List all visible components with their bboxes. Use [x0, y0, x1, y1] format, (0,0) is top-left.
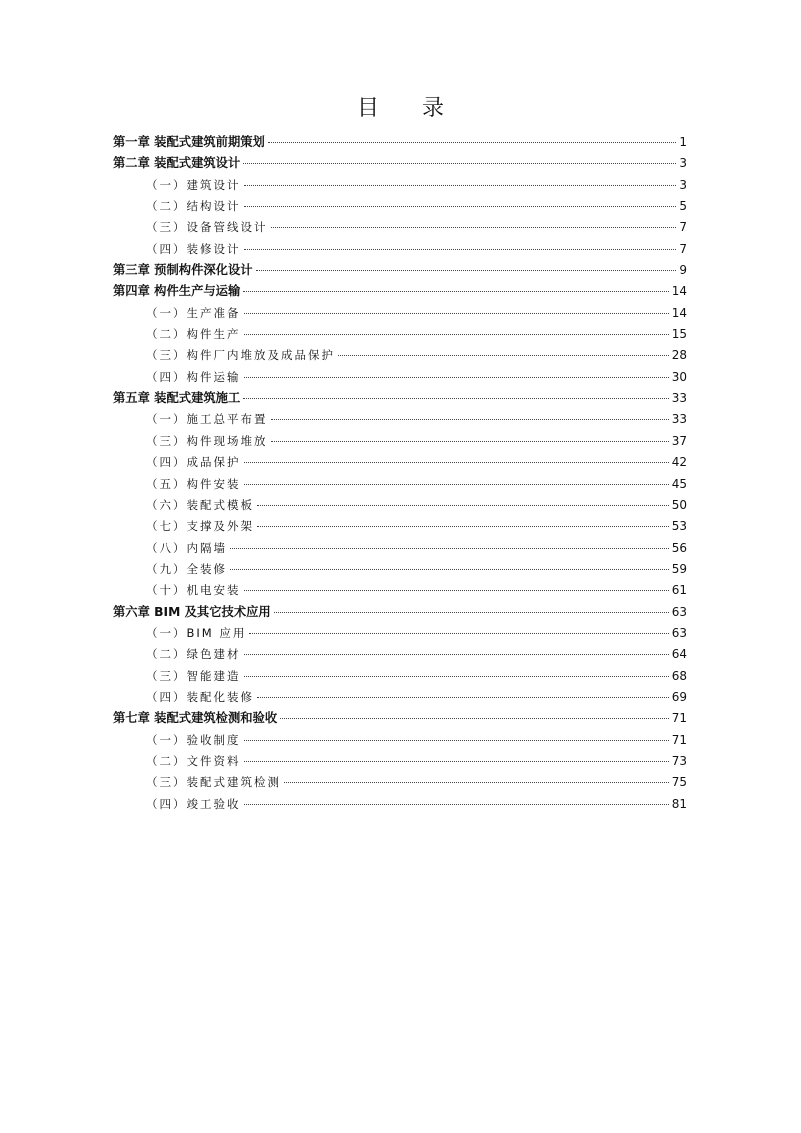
dot-leader [257, 505, 669, 506]
toc-entry-label: 第七章 装配式建筑检测和验收 [113, 711, 278, 726]
toc-entry-label: 第六章 BIM 及其它技术应用 [113, 604, 271, 619]
dot-leader [243, 291, 668, 292]
toc-section-entry[interactable] [113, 559, 687, 580]
toc-entry-label: （四）装配化装修 [146, 689, 254, 704]
toc-section-entry[interactable] [113, 516, 687, 537]
toc-page-number: 33 [671, 412, 687, 427]
toc-chapter-entry[interactable] [113, 602, 687, 623]
toc-page-number: 42 [671, 455, 687, 470]
dot-leader [268, 142, 677, 143]
toc-entry-label: （一）验收制度 [146, 732, 241, 747]
toc-entry-label: 第五章 装配式建筑施工 [113, 391, 241, 406]
dot-leader [256, 270, 677, 271]
dot-leader [338, 355, 669, 356]
toc-section-entry[interactable] [113, 474, 687, 495]
dot-leader [271, 227, 677, 228]
dot-leader [244, 590, 669, 591]
toc-page-number: 50 [671, 497, 687, 512]
toc-chapter-entry[interactable] [113, 281, 687, 302]
toc-section-entry[interactable] [113, 794, 687, 815]
dot-leader [271, 419, 669, 420]
toc-page-number: 3 [679, 156, 687, 171]
dot-leader [257, 697, 669, 698]
toc-entry-label: （三）构件厂内堆放及成品保护 [146, 348, 335, 363]
dot-leader [280, 718, 669, 719]
toc-page-number: 63 [671, 604, 687, 619]
toc-section-entry[interactable] [113, 324, 687, 345]
toc-page-number: 33 [671, 391, 687, 406]
toc-page-number: 30 [671, 369, 687, 384]
toc-entry-label: 第一章 装配式建筑前期策划 [113, 135, 265, 149]
toc-page-number: 73 [671, 753, 687, 768]
toc-page-number: 5 [679, 199, 687, 214]
toc-page-number: 68 [671, 668, 687, 683]
toc-chapter-entry[interactable] [113, 388, 687, 409]
toc-entry-label: （一）建筑设计 [146, 177, 241, 192]
toc-entry-label: （五）构件安装 [146, 476, 241, 491]
toc-entry-label: （四）装修设计 [146, 241, 241, 256]
toc-entry-label: （二）绿色建材 [146, 647, 241, 662]
toc-page-number: 63 [671, 625, 687, 640]
toc-page-number: 1 [679, 135, 687, 149]
toc-page-number: 75 [671, 775, 687, 790]
toc-section-entry[interactable] [113, 751, 687, 772]
toc-chapter-entry[interactable] [113, 153, 687, 174]
toc-entry-label: 第二章 装配式建筑设计 [113, 156, 241, 171]
toc-entry-label: （四）竣工验收 [146, 796, 241, 811]
toc-entry-label: （二）文件资料 [146, 753, 241, 768]
toc-section-entry[interactable] [113, 623, 687, 644]
toc-section-entry[interactable] [113, 580, 687, 601]
dot-leader [243, 163, 676, 164]
dot-leader [243, 398, 668, 399]
toc-page-number: 7 [679, 220, 687, 235]
dot-leader [244, 334, 669, 335]
toc-page-number: 81 [671, 796, 687, 811]
dot-leader [274, 612, 669, 613]
toc-section-entry[interactable] [113, 217, 687, 238]
toc-entry-label: （三）构件现场堆放 [146, 433, 268, 448]
toc-entry-label: （十）机电安装 [146, 583, 241, 598]
toc-entry-label: （一）生产准备 [146, 305, 241, 320]
toc-entry-label: （二）结构设计 [146, 199, 241, 214]
toc-entry-label: 第三章 预制构件深化设计 [113, 263, 253, 278]
toc-section-entry[interactable] [113, 175, 687, 196]
toc-entry-label: （八）内隔墙 [146, 540, 227, 555]
toc-section-entry[interactable] [113, 303, 687, 324]
toc-chapter-entry[interactable] [113, 708, 687, 729]
dot-leader [244, 462, 669, 463]
toc-entry-label: （四）构件运输 [146, 369, 241, 384]
dot-leader [230, 569, 669, 570]
dot-leader [230, 548, 669, 549]
toc-section-entry[interactable] [113, 666, 687, 687]
toc-page-number: 28 [671, 348, 687, 363]
toc-section-entry[interactable] [113, 409, 687, 430]
toc-page-number: 3 [679, 177, 687, 192]
toc-entry-label: （三）智能建造 [146, 668, 241, 683]
toc-page-number: 53 [671, 519, 687, 534]
toc-section-entry[interactable] [113, 644, 687, 665]
dot-leader [244, 676, 669, 677]
toc-entry-label: （四）成品保护 [146, 455, 241, 470]
dot-leader [244, 313, 669, 314]
dot-leader [249, 633, 668, 634]
dot-leader [257, 526, 669, 527]
dot-leader [244, 206, 677, 207]
dot-leader [244, 249, 677, 250]
toc-page-number: 64 [671, 647, 687, 662]
toc-entry-label: （九）全装修 [146, 561, 227, 576]
toc-page-number: 14 [671, 284, 687, 299]
toc-section-entry[interactable] [113, 772, 687, 793]
toc-page-number: 61 [671, 583, 687, 598]
toc-page-number: 7 [679, 241, 687, 256]
toc-section-entry[interactable] [113, 196, 687, 217]
dot-leader [244, 377, 669, 378]
dot-leader [244, 740, 669, 741]
toc-section-entry[interactable] [113, 345, 687, 366]
dot-leader [244, 654, 669, 655]
table-of-contents [113, 132, 687, 815]
toc-page-number: 59 [671, 561, 687, 576]
dot-leader [284, 782, 669, 783]
toc-entry-label: （三）装配式建筑检测 [146, 775, 281, 790]
toc-section-entry[interactable] [113, 452, 687, 473]
dot-leader [244, 804, 669, 805]
toc-page-number: 9 [679, 263, 687, 278]
toc-page-number: 69 [671, 689, 687, 704]
toc-entry-label: （二）构件生产 [146, 327, 241, 342]
toc-chapter-entry[interactable] [113, 132, 687, 153]
toc-page-number: 14 [671, 305, 687, 320]
toc-entry-label: （七）支撑及外架 [146, 519, 254, 534]
toc-entry-label: （一）施工总平布置 [146, 412, 268, 427]
dot-leader [244, 185, 677, 186]
toc-entry-label: （三）设备管线设计 [146, 220, 268, 235]
toc-entry-label: 第四章 构件生产与运输 [113, 284, 241, 299]
toc-page-number: 45 [671, 476, 687, 491]
toc-chapter-entry[interactable] [113, 260, 687, 281]
toc-section-entry[interactable] [113, 687, 687, 708]
toc-section-entry[interactable] [113, 367, 687, 388]
toc-section-entry[interactable] [113, 730, 687, 751]
toc-section-entry[interactable] [113, 239, 687, 260]
dot-leader [244, 484, 669, 485]
toc-entry-label: （六）装配式模板 [146, 497, 254, 512]
toc-entry-label: （一）BIM 应用 [146, 625, 247, 640]
toc-section-entry[interactable] [113, 495, 687, 516]
toc-page-number: 56 [671, 540, 687, 555]
dot-leader [244, 761, 669, 762]
toc-title: 目 录 [357, 96, 462, 121]
toc-section-entry[interactable] [113, 431, 687, 452]
toc-page-number: 37 [671, 433, 687, 448]
toc-page-number: 15 [671, 327, 687, 342]
toc-page-number: 71 [671, 711, 687, 726]
toc-page-number: 71 [671, 732, 687, 747]
dot-leader [271, 441, 669, 442]
toc-section-entry[interactable] [113, 538, 687, 559]
